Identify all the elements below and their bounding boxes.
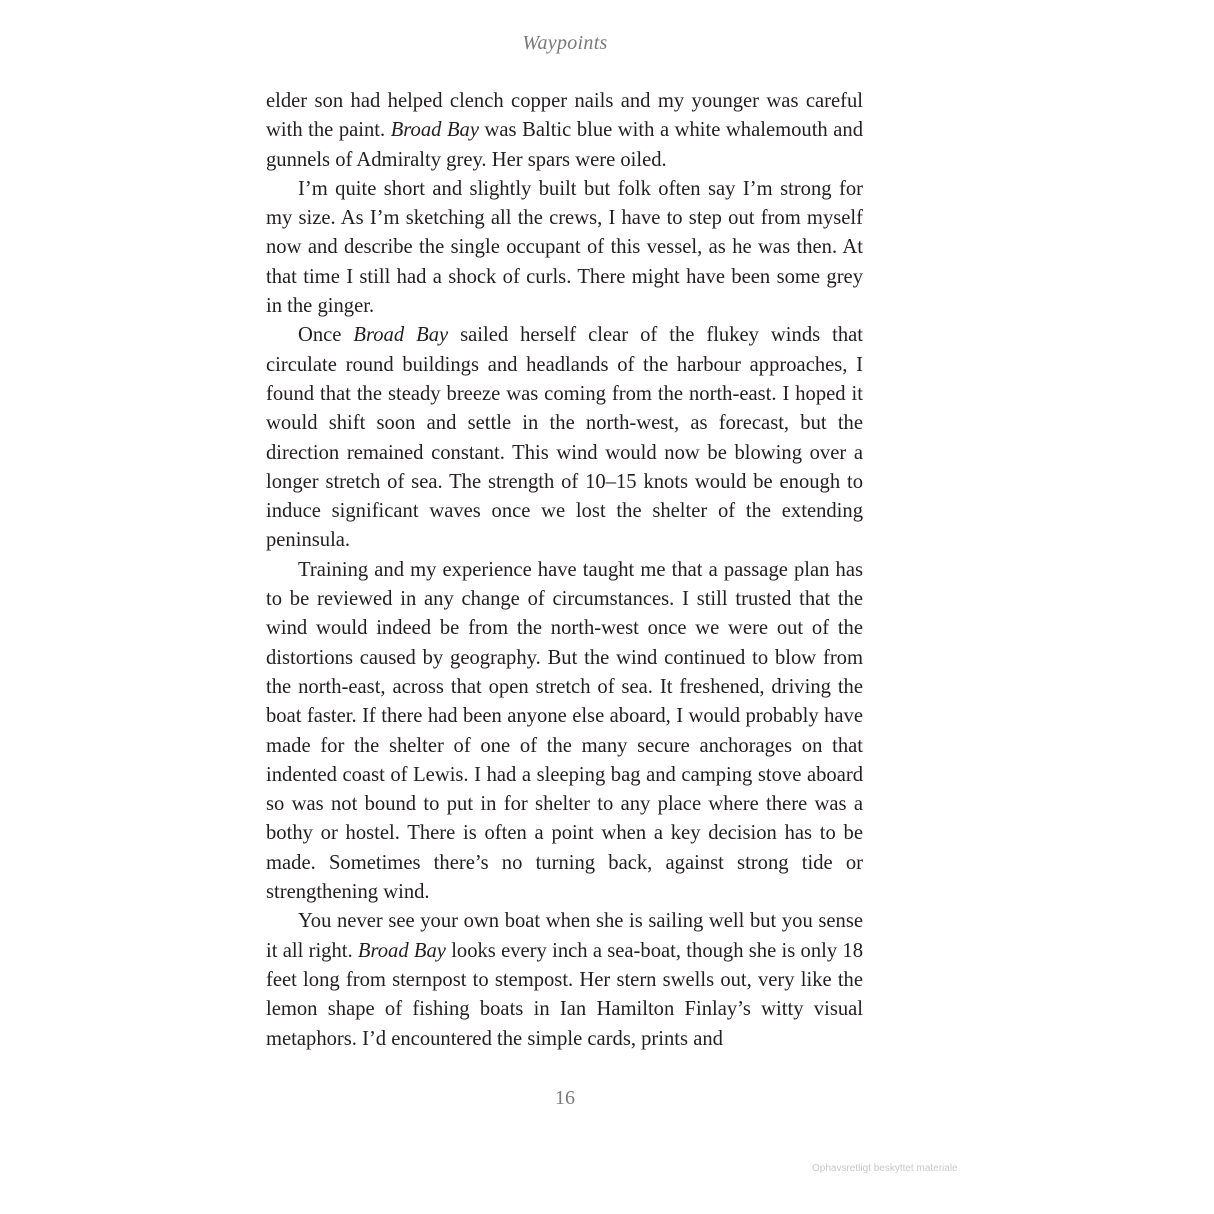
text-segment: looks every inch a sea-boat, though she is only 18 feet long from sternpost to stempost. Her stern swells out, very like the lemon shape of fishing boats in Ian Hamilton Finlay’s witty visual metaphors. I’d encountered the simple cards, prints and: [266, 939, 864, 1050]
boat-name: Broad Bay: [390, 119, 479, 142]
text-segment: You never see your own boat when she is sailing well but you sense it all right.: [266, 910, 863, 962]
text-segment: I’m quite short and slightly built but folk often say I’m strong for my size. As I’m sketching all the crews, I have to step out from myself now and describe the single occupant of this vessel, as he was then. At that time I still had a shock of curls. There might have been some grey in the ginger.: [266, 177, 863, 318]
running-head: Waypoints: [522, 32, 608, 54]
text-segment: sailed herself clear of the flukey winds that circulate round buildings and headlands of the harbour approaches, I found that the steady breeze was coming from the north-east. I hoped it would shift soon and settle in the north-west, as forecast, but the direction remained constant. This wind would now be blowing over a longer stretch of sea. The strength of 10–15 knots would be enough to induce significant waves once we lost the shelter of the extending peninsula.: [266, 324, 863, 552]
paragraph: [266, 175, 863, 321]
paragraph: [266, 87, 863, 175]
text-segment: Once: [298, 324, 354, 347]
text-segment: elder son had helped clench copper nails and my younger was careful with the paint.: [266, 90, 863, 142]
boat-name: Broad Bay: [357, 939, 446, 962]
paragraph: [266, 556, 863, 908]
text-segment: was Baltic blue with a white whalemouth and gunnels of Admiralty grey. Her spars were oiled.: [266, 119, 863, 171]
paragraph: [266, 321, 863, 555]
text-segment: Training and my experience have taught me that a passage plan has to be reviewed in any change of circumstances. I still trusted that the wind would indeed be from the north-west once we were out of the distortions caused by geography. But the wind continued to blow from the north-east, across that open stretch of sea. It freshened, driving the boat faster. If there had been anyone else aboard, I would probably have made for the shelter of one of the many secure anchorages on that indented coast of Lewis. I had a sleeping bag and camping stove aboard so was not bound to put in for shelter to any place where there was a bothy or hostel. There is often a point when a key decision has to be made. Sometimes there’s no turning back, against strong tide or strengthening wind.: [266, 558, 863, 904]
paragraph: [266, 907, 863, 1053]
boat-name: Broad Bay: [353, 324, 449, 347]
copyright-watermark: Ophavsretligt beskyttet materiale: [812, 1163, 958, 1174]
page-number: 16: [555, 1087, 575, 1109]
body-text: [266, 87, 863, 1054]
